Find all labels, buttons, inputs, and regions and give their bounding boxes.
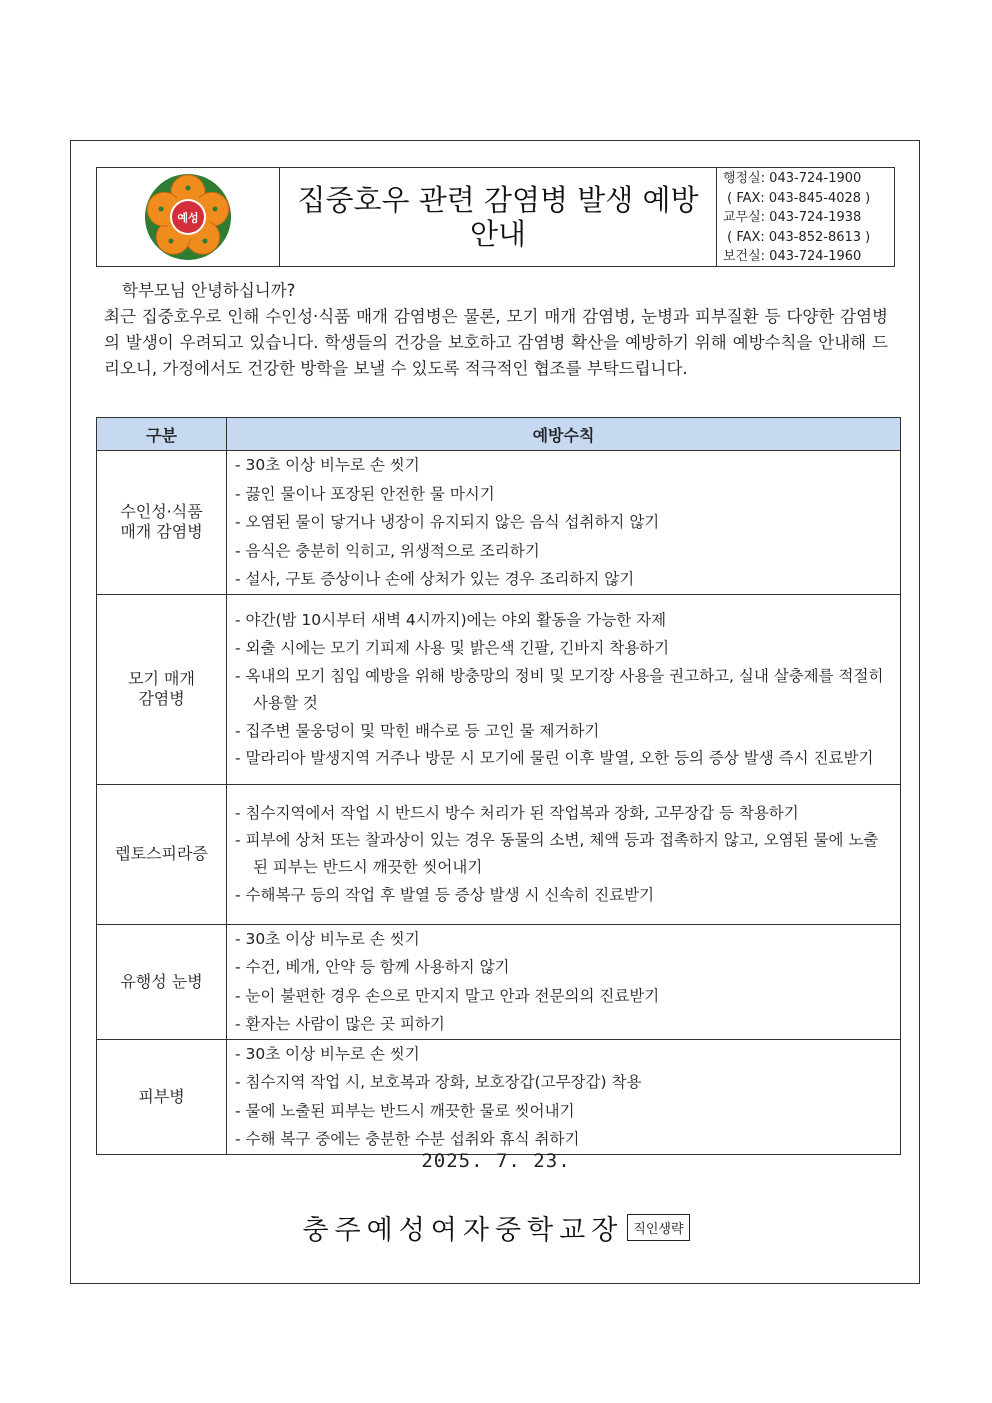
prevention-table	[96, 417, 901, 1155]
table-header-row	[97, 418, 901, 451]
list-item: - 집주변 물웅덩이 및 막힌 배수로 등 고인 물 제거하기	[235, 721, 600, 740]
list-item: - 말라리아 발생지역 거주나 방문 시 모기에 물린 이후 발열, 오한 등의 증상 발생 즉시 진료받기	[235, 749, 874, 768]
list-item: - 눈이 불편한 경우 손으로 만지지 말고 안과 전문의의 진료받기	[235, 986, 660, 1005]
greeting: 학부모님 안녕하십니까?	[122, 281, 296, 300]
contact-line: 보건실: 043-724-1960	[723, 249, 862, 264]
list-item: - 외출 시에는 모기 기피제 사용 및 밝은색 긴팔, 긴바지 착용하기	[235, 639, 670, 658]
intro-body: 최근 집중호우로 인해 수인성·식품 매개 감염병은 물론, 모기 매개 감염병, 눈병과 피부질환 등 다양한 감염병의 발생이 우려되고 있습니다. 학생들의 건강을 보호하고 감염병 확산을 예방하기 위해 예방수칙을 안내해 드리오니, 가정에서도 건강한 방학을 보낼 수 있도록 적극적인 협조를 부탁드립니다.	[104, 307, 888, 378]
list-item: - 물에 노출된 피부는 반드시 깨끗한 물로 씻어내기	[235, 1101, 575, 1120]
rules-cell	[227, 924, 901, 1039]
category-cell	[97, 451, 227, 595]
list-item: - 30초 이상 비누로 손 씻기	[235, 929, 420, 948]
category-label: 감염병	[138, 689, 185, 708]
list-item: - 오염된 물이 닿거나 냉장이 유지되지 않은 음식 섭취하지 않기	[235, 513, 660, 531]
list-item: - 설사, 구토 증상이나 손에 상처가 있는 경우 조리하지 않기	[235, 570, 635, 588]
rules-cell	[227, 594, 901, 784]
category-label: 수인성·식품	[120, 502, 203, 522]
category-label: 유행성 눈병	[120, 971, 203, 991]
contact-line: 행정실: 043-724-1900	[723, 171, 862, 186]
list-item: - 야간(밤 10시부터 새벽 4시까지)에는 야외 활동을 가능한 자제	[235, 610, 667, 629]
rules-cell	[227, 1039, 901, 1154]
category-label: 피부병	[138, 1086, 185, 1106]
category-label: 렙토스피라증	[115, 844, 208, 863]
list-item: - 환자는 사람이 많은 곳 피하기	[235, 1015, 445, 1033]
rules-cell	[227, 784, 901, 924]
category-cell	[97, 594, 227, 784]
list-item: - 30초 이상 비누로 손 씻기	[235, 1044, 420, 1063]
school-emblem-icon	[144, 173, 232, 261]
seal-omitted-badge: 직인생략	[627, 1214, 689, 1241]
category-cell	[97, 924, 227, 1039]
rules-cell	[227, 451, 901, 595]
list-item: - 침수지역에서 작업 시 반드시 방수 처리가 된 작업복과 장화, 고무장갑 등 착용하기	[235, 803, 799, 822]
contact-line: 교무실: 043-724-1938	[723, 210, 862, 225]
signer-name: 충주예성여자중학교장	[302, 1215, 624, 1246]
school-logo-cell	[97, 168, 280, 266]
category-cell	[97, 784, 227, 924]
table-row	[97, 1039, 901, 1154]
table-row	[97, 924, 901, 1039]
title-line-1: 집중호우 관련 감염병 발생 예방	[297, 183, 699, 217]
table-row	[97, 451, 901, 595]
category-cell	[97, 1039, 227, 1154]
category-label: 매개 감염병	[120, 522, 203, 542]
column-header-category: 구분	[97, 418, 227, 451]
list-item: - 침수지역 작업 시, 보호복과 장화, 보호장갑(고무장갑) 착용	[235, 1073, 642, 1091]
signature-block	[0, 1208, 992, 1247]
list-item: - 수건, 베개, 안약 등 함께 사용하지 않기	[235, 958, 510, 976]
column-header-rules: 예방수칙	[227, 418, 901, 451]
list-item: - 수해 복구 중에는 충분한 수분 섭취와 휴식 취하기	[235, 1130, 580, 1148]
logo-text: 예성	[177, 211, 199, 225]
title-line-2: 안내	[469, 217, 527, 251]
document-title	[280, 168, 716, 266]
table-row	[97, 784, 901, 924]
list-item: - 옥내의 모기 침입 예방을 위해 방충망의 정비 및 모기장 사용을 권고하고, 실내 살충제를 적절히 사용할 것	[235, 666, 884, 712]
list-item: - 피부에 상처 또는 찰과상이 있는 경우 동물의 소변, 체액 등과 접촉하지 않고, 오염된 물에 노출된 피부는 반드시 깨끗한 씻어내기	[235, 831, 879, 876]
list-item: - 끓인 물이나 포장된 안전한 물 마시기	[235, 484, 495, 503]
contact-line: ( FAX: 043-852-8613 )	[723, 229, 871, 245]
document-header	[96, 167, 895, 267]
document-date: 2025. 7. 23.	[421, 1150, 571, 1172]
contact-line: ( FAX: 043-845-4028 )	[723, 190, 871, 206]
list-item: - 수해복구 등의 작업 후 발열 등 증상 발생 시 신속히 진료받기	[235, 886, 655, 904]
contact-info	[716, 168, 894, 266]
list-item: - 음식은 충분히 익히고, 위생적으로 조리하기	[235, 541, 540, 560]
intro-section	[104, 278, 888, 382]
table-row	[97, 594, 901, 784]
category-label: 모기 매개	[128, 669, 195, 688]
list-item: - 30초 이상 비누로 손 씻기	[235, 456, 420, 474]
